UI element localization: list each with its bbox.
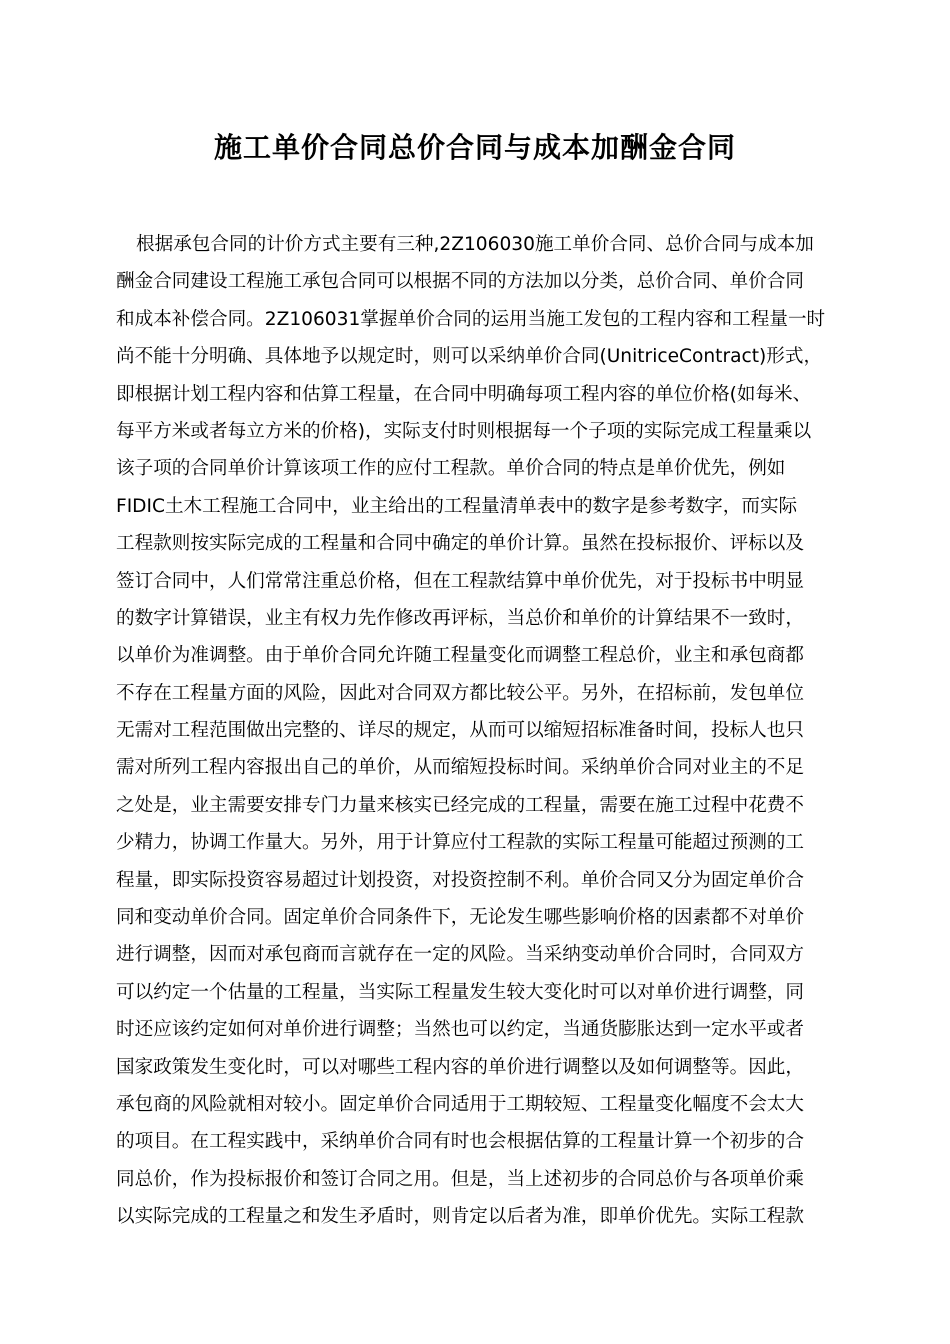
body-line: 即根据计划工程内容和估算工程量，在合同中明确每项工程内容的单位价格(如每米、: [116, 383, 812, 405]
body-line: 酬金合同建设工程施工承包合同可以根据不同的方法加以分类，总价合同、单价合同: [116, 271, 804, 293]
body-line: 的项目。在工程实践中，采纳单价合同有时也会根据估算的工程量计算一个初步的合: [116, 1131, 804, 1153]
body-line: 之处是，业主需要安排专门力量来核实已经完成的工程量，需要在施工过程中花费不: [116, 794, 804, 816]
body-line: 不存在工程量方面的风险，因此对合同双方都比较公平。另外，在招标前，发包单位: [116, 682, 804, 704]
body-line: 该子项的合同单价计算该项工作的应付工程款。单价合同的特点是单价优先，例如: [116, 458, 786, 480]
body-line: 可以约定一个估量的工程量，当实际工程量发生较大变化时可以对单价进行调整，同: [116, 981, 804, 1003]
body-line: 的数字计算错误，业主有权力先作修改再评标，当总价和单价的计算结果不一致时，: [116, 607, 804, 629]
body-line: 和成本补偿合同。2Z106031掌握单价合同的运用当施工发包的工程内容和工程量一时: [116, 308, 826, 330]
body-line: 尚不能十分明确、具体地予以规定时，则可以采纳单价合同(UnitriceContract)形式，: [116, 346, 823, 368]
body-line: 根据承包合同的计价方式主要有三种,2Z106030施工单价合同、总价合同与成本加: [136, 234, 814, 255]
body-line: 以实际完成的工程量之和发生矛盾时，则肯定以后者为准，即单价优先。实际工程款: [116, 1206, 804, 1228]
body-line: 工程款则按实际完成的工程量和合同中确定的单价计算。虽然在投标报价、评标以及: [116, 533, 804, 555]
body-line: 需对所列工程内容报出自己的单价，从而缩短投标时间。采纳单价合同对业主的不足: [116, 757, 804, 779]
body-line: 时还应该约定如何对单价进行调整；当然也可以约定，当通货膨胀达到一定水平或者: [116, 1019, 804, 1041]
body-line: 签订合同中，人们常常注重总价格，但在工程款结算中单价优先，对于投标书中明显: [116, 570, 804, 592]
body-line: 以单价为准调整。由于单价合同允许随工程量变化而调整工程总价，业主和承包商都: [116, 645, 804, 667]
body-line: 同总价，作为投标报价和签订合同之用。但是，当上述初步的合同总价与各项单价乘: [116, 1168, 804, 1190]
body-line: FIDIC土木工程施工合同中，业主给出的工程量清单表中的数字是参考数字，而实际: [116, 495, 798, 517]
body-line: 少精力，协调工作量大。另外，用于计算应付工程款的实际工程量可能超过预测的工: [116, 832, 804, 854]
body-line: 承包商的风险就相对较小。固定单价合同适用于工期较短、工程量变化幅度不会太大: [116, 1093, 804, 1115]
body-line: 每平方米或者每立方米的价格)，实际支付时则根据每一个子项的实际完成工程量乘以: [116, 420, 812, 442]
document-body: [116, 226, 840, 1236]
document-title: 施工单价合同总价合同与成本加酬金合同: [213, 131, 736, 164]
body-line: 进行调整，因而对承包商而言就存在一定的风险。当采纳变动单价合同时，合同双方: [116, 944, 804, 966]
body-line: 无需对工程范围做出完整的、详尽的规定，从而可以缩短招标准备时间，投标人也只: [116, 720, 804, 742]
body-line: 国家政策发生变化时，可以对哪些工程内容的单价进行调整以及如何调整等。因此，: [116, 1056, 804, 1078]
body-line: 同和变动单价合同。固定单价合同条件下，无论发生哪些影响价格的因素都不对单价: [116, 907, 804, 929]
body-line: 程量，即实际投资容易超过计划投资，对投资控制不利。单价合同又分为固定单价合: [116, 869, 804, 891]
